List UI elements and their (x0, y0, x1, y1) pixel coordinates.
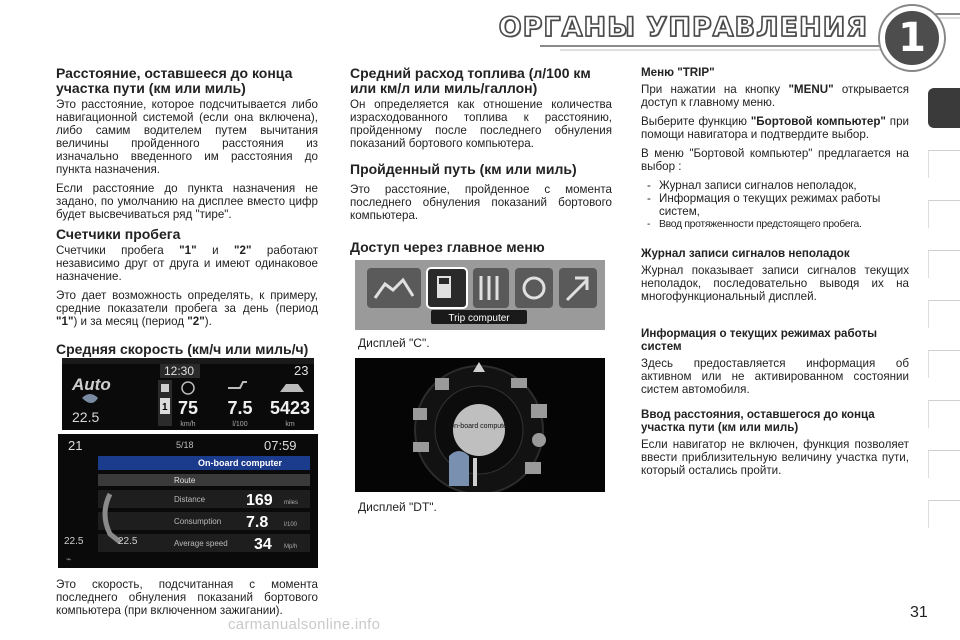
display-dt-row-distance: Distance (174, 495, 206, 504)
text-distance-input: Если навигатор не включен, функция позволяет ввести приблизительную величину участка пути, который остались пройти. (641, 438, 909, 477)
display-dt-dial-center: On-board computer (448, 423, 510, 430)
side-tab[interactable] (928, 300, 960, 328)
display-dt-date: 5/18 (176, 440, 194, 450)
watermark: carmanualsonline.info (228, 616, 381, 633)
page-number: 31 (910, 604, 928, 621)
display-dt-row-speed: Average speed (174, 539, 228, 548)
text-average-speed: Это скорость, подсчитанная с момента последнего обнуления показаний бортового компьютера (при включенном зажигании). (56, 578, 318, 617)
display-dt-distance-unit: miles (284, 500, 299, 506)
display-c-trip-indicator: 1 (162, 402, 168, 413)
text-remaining-distance-1: Это расстояние, которое подсчитывается либо навигационной системой (если она включена), либо самим водителем путем вычитания величины пройденного расстояния из изначально введенного им расстояния до пункта назначения. (56, 98, 318, 176)
side-tab[interactable] (928, 400, 960, 428)
dial-icon-video (525, 462, 541, 474)
column-right (641, 66, 909, 483)
display-dt-distance-value: 169 (246, 492, 273, 509)
display-dt-menu-screenshot (355, 358, 605, 492)
column-middle (350, 66, 612, 257)
display-c-speed-unit: km/h (180, 421, 196, 428)
caption-display-c: Дисплей "C". (358, 336, 430, 350)
side-tab[interactable] (928, 150, 960, 178)
dial-icon-music (532, 433, 546, 447)
column-left (56, 66, 318, 359)
display-c-consumption-value: 7.5 (227, 398, 253, 418)
chapter-title: ОРГАНЫ УПРАВЛЕНИЯ (498, 12, 868, 43)
dial-icon-map (435, 378, 449, 390)
heading-fault-log: Журнал записи сигналов неполадок (641, 247, 850, 260)
display-c-consumption-unit: l/100 (232, 421, 248, 428)
menu-options-list (641, 179, 909, 231)
heading-system-status: Информация о текущих режимах работы систем (641, 327, 878, 353)
side-tab[interactable] (928, 200, 960, 228)
side-tab[interactable] (928, 500, 960, 528)
display-c-menu-selected: Trip computer (448, 313, 510, 324)
display-c-screenshot (62, 358, 314, 430)
heading-average-consumption: Средний расход топлива (л/100 км или км/л или миль/галлон) (350, 65, 591, 96)
display-dt-temp-left: 22.5 (64, 536, 84, 547)
display-dt-time: 07:59 (264, 438, 297, 453)
heading-trip-menu: Меню "TRIP" (641, 66, 715, 79)
display-dt-temp-right: 22.5 (118, 536, 138, 547)
display-dt-temp-top: 21 (68, 438, 83, 453)
display-c-speed-value: 75 (177, 398, 199, 418)
heading-distance-input: Ввод расстояния, оставшегося до конца участка пути (км или миль) (641, 408, 875, 434)
display-c-time: 12:30 (164, 364, 195, 378)
display-dt-consumption-unit: l/100 (284, 522, 298, 528)
display-c-temp-left: 22.5 (72, 409, 100, 425)
list-item: - Журнал записи сигналов неполадок, (641, 179, 909, 192)
text-fault-log: Журнал показывает записи сигналов текущих неполадок, последовательно выводя их на многофункциональный дисплей. (641, 264, 909, 303)
display-dt-consumption-value: 7.8 (246, 514, 269, 531)
fuel-pump-icon (161, 384, 169, 392)
heading-average-speed: Средняя скорость (км/ч или миль/ч) (56, 341, 309, 357)
display-dt-row-route: Route (174, 476, 196, 485)
heading-remaining-distance: Расстояние, оставшееся до конца участка пути (км или миль) (56, 65, 293, 96)
side-tab[interactable] (928, 350, 960, 378)
dial-icon-radio (531, 404, 547, 418)
display-dt-row-consumption: Consumption (174, 517, 222, 526)
svg-text:⌁: ⌁ (66, 554, 72, 564)
display-c-temp-right: 23 (294, 363, 309, 378)
dial-icon-trip-computer-selected (449, 451, 469, 486)
text-select-function: Выберите функцию "Бортовой компьютер" при помощи навигатора и подтвердите выбор. (641, 115, 909, 141)
display-dt-title: On-board computer (198, 458, 283, 468)
text-system-status: Здесь предоставляется информация об активном или не активированном состоянии систем автомобиля. (641, 357, 909, 396)
dial-icon-settings (413, 442, 429, 452)
display-dt-trip-screenshot (58, 434, 318, 568)
side-chapter-tabs (928, 88, 960, 550)
side-tab[interactable] (928, 450, 960, 478)
display-c-range-unit: km (285, 421, 295, 428)
text-remaining-distance-2: Если расстояние до пункта назначения не задано, по умолчанию на дисплее вместо цифр будет высвечиваться ряд "тире". (56, 182, 318, 221)
display-dt-speed-value: 34 (254, 536, 272, 553)
display-c-climate-mode: Auto (72, 375, 111, 394)
heading-main-menu-access: Доступ через главное меню (350, 239, 545, 255)
dial-icon-phone (511, 378, 527, 388)
display-c-range-value: 5423 (269, 398, 311, 418)
list-item: - Информация о текущих режимах работы систем, (641, 192, 909, 218)
dial-icon-nav (413, 408, 427, 420)
side-tab-active[interactable] (928, 88, 960, 128)
text-menu-offer: В меню "Бортовой компьютер" предлагается на выбор : (641, 147, 909, 173)
text-trip-counters-1: Счетчики пробега "1" и "2" работают независимо друг от друга и имеют одинаковое назначение. (56, 244, 319, 283)
text-distance-traveled: Это расстояние, пройденное с момента последнего обнуления показаний бортового компьютера. (350, 183, 612, 222)
caption-display-dt: Дисплей "DT". (358, 500, 437, 514)
list-item: - Ввод протяженности предстоящего пробега. (641, 218, 909, 231)
side-tab[interactable] (928, 250, 960, 278)
heading-distance-traveled: Пройденный путь (км или миль) (350, 161, 577, 177)
display-c-menu-screenshot (355, 260, 605, 330)
heading-trip-counters: Счетчики пробега (56, 226, 181, 242)
text-trip-menu: При нажатии на кнопку "MENU" открывается доступ к главному меню. (641, 83, 909, 109)
display-dt-speed-unit: Mp/h (284, 544, 298, 550)
chapter-number-badge: 1 (880, 6, 944, 70)
text-trip-counters-2: Это дает возможность определять, к примеру, средние показатели пробега за день (период "1") и за месяц (период "2"). (56, 289, 318, 328)
text-average-consumption: Он определяется как отношение количества израсходованного топлива к расстоянию, пройденному после последнего обнуления показаний бортового компьютера. (350, 98, 612, 150)
